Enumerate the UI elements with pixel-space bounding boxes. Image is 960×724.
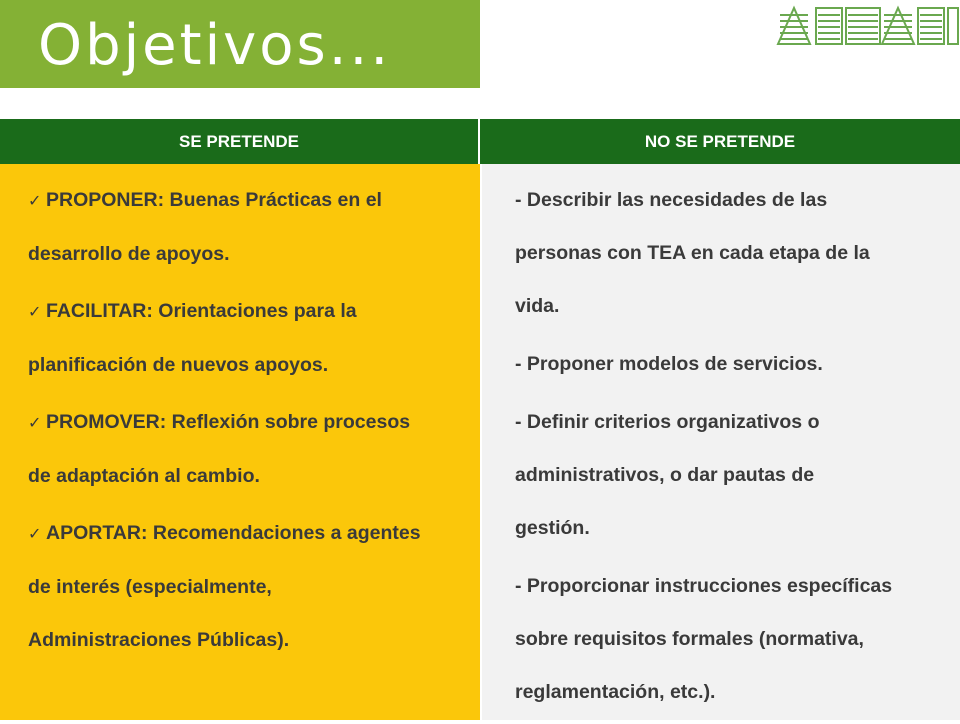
- list-item: ✓ PROPONER: Buenas Prácticas en el desarrollo de apoyos.: [28, 174, 476, 281]
- list-item: - Proponer modelos de servicios.: [515, 353, 823, 375]
- list-item: - Proporcionar instrucciones específicas sobre requisitos formales (normativa, reglamentación, etc.).: [515, 575, 893, 703]
- checkmark-icon: ✓: [28, 415, 42, 432]
- list-item: ✓ APORTAR: Recomendaciones a agentes de interés (especialmente, Administraciones Públicas).: [28, 507, 476, 667]
- header-se-pretende: SE PRETENDE: [0, 119, 480, 164]
- no-se-pretende-column: [482, 164, 960, 720]
- header-no-se-pretende: NO SE PRETENDE: [480, 119, 960, 164]
- aetapi-logo: [772, 2, 960, 48]
- list-item: - Describir las necesidades de las personas con TEA en cada etapa de la vida.: [515, 189, 870, 317]
- no-se-pretende-list: [515, 174, 960, 724]
- checkmark-icon: ✓: [28, 526, 42, 543]
- checkmark-icon: ✓: [28, 304, 42, 321]
- list-item: - Definir criterios organizativos o administrativos, o dar pautas de gestión.: [515, 411, 820, 539]
- list-item: ✓ FACILITAR: Orientaciones para la planificación de nuevos apoyos.: [28, 285, 476, 392]
- title-banner: [0, 0, 480, 88]
- se-pretende-column: [0, 164, 480, 720]
- page-title: Objetivos...: [38, 13, 392, 78]
- list-item: ✓ PROMOVER: Reflexión sobre procesos de adaptación al cambio.: [28, 396, 476, 503]
- table-header-row: [0, 119, 960, 164]
- se-pretende-list: [28, 174, 476, 671]
- checkmark-icon: ✓: [28, 193, 42, 210]
